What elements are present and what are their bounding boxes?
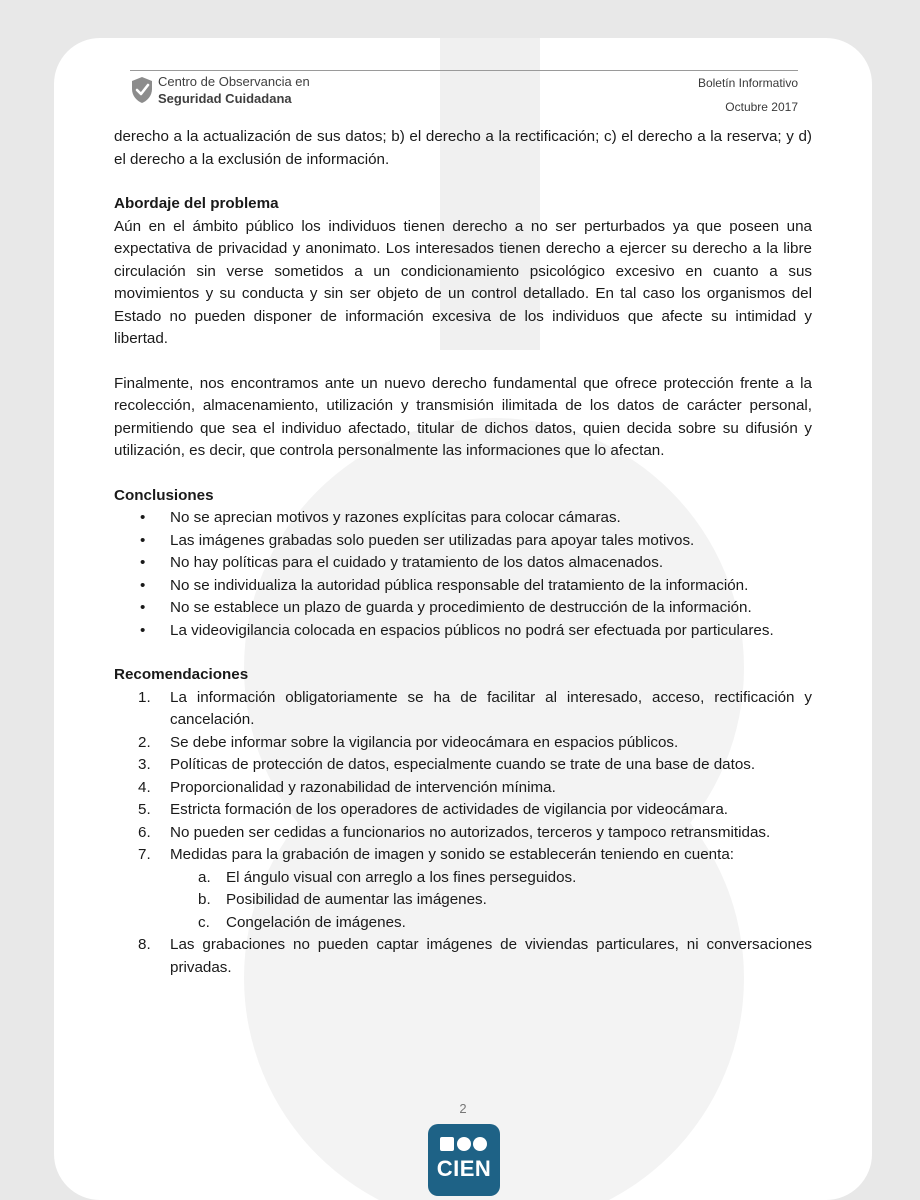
sub-list-item [170, 867, 812, 890]
item-number: 7. [138, 846, 151, 863]
list-item-text: La videovigilancia colocada en espacios públicos no podrá ser efectuada por particulares. [170, 621, 774, 639]
list-item [114, 687, 812, 732]
sub-list-item [170, 912, 812, 935]
org-name-line2: Seguridad Cuidadana [158, 91, 292, 106]
list-item-text: La información obligatoriamente se ha de facilitar al interesado, acceso, rectificación y cancelación. [170, 688, 812, 728]
list-item [114, 552, 812, 575]
sub-list-item-text: Posibilidad de aumentar las imágenes. [226, 891, 487, 908]
bulletin-title: Boletín Informativo [697, 76, 798, 90]
list-item [114, 507, 812, 530]
bullet-glyph: • [140, 531, 146, 549]
item-number: 8. [138, 936, 151, 953]
recommendations-list [114, 687, 812, 980]
problem-paragraph-2: Finalmente, nos encontramos ante un nuevo derecho fundamental que ofrece protección frente a la recolección, almacenamiento, utilización y transmisión ilimitada de los datos de carácter personal, permitiendo que sea el individuo afectado, titular de dichos datos, quien decida sobre su difusión y utilización, es decir, que controla personalmente las informaciones que lo afectan. [114, 374, 812, 459]
sub-list-item-text: Congelación de imágenes. [226, 913, 406, 931]
bullet-glyph: • [140, 621, 146, 639]
list-item [114, 844, 812, 934]
list-item [114, 732, 812, 755]
list-item [114, 799, 812, 822]
cien-logo [428, 1124, 500, 1196]
bullet-glyph: • [140, 599, 146, 616]
list-item-text: Medidas para la grabación de imagen y sonido se establecerán teniendo en cuenta: [170, 846, 735, 863]
bullet-glyph: • [140, 576, 146, 594]
page-number: 2 [459, 1101, 467, 1116]
sub-item-letter: a. [198, 868, 211, 886]
list-item [114, 754, 812, 777]
item-number: 3. [138, 756, 151, 773]
item-number: 6. [138, 823, 151, 841]
list-item [114, 777, 812, 800]
sub-list-item-text: El ángulo visual con arreglo a los fines perseguidos. [226, 868, 577, 886]
conclusions-list [114, 507, 812, 642]
list-item [114, 575, 812, 598]
list-item [114, 597, 812, 620]
bullet-glyph: • [140, 509, 146, 526]
bullet-glyph: • [140, 554, 146, 571]
org-name-line1: Centro de Observancia en [158, 74, 310, 89]
item-number: 2. [138, 733, 151, 751]
header-rule [130, 70, 798, 71]
list-item [114, 822, 812, 845]
heading-recommendations: Recomendaciones [114, 666, 249, 683]
page-header [54, 38, 872, 118]
list-item [114, 934, 812, 979]
list-item-text: Políticas de protección de datos, especialmente cuando se trate de una base de datos. [170, 756, 756, 773]
logo-wordmark: CIEN [436, 1156, 492, 1181]
item-number: 1. [138, 688, 151, 706]
shield-check-icon [130, 76, 154, 104]
sub-item-letter: c. [198, 913, 210, 931]
sub-list-item [170, 889, 812, 912]
list-item-text: No se aprecian motivos y razones explícitas para colocar cámaras. [170, 509, 621, 526]
problem-paragraph-1: Aún en el ámbito público los individuos tienen derecho a no ser perturbados ya que poseen una expectativa de privacidad y anonimato. Los interesados tienen derecho a ejercer su derecho a la libre circulación sin verse sometidos a un condicionamiento psicológico excesivo en cuanto a sus movimientos y su conducta y sin ser objeto de un control detallado. En tal caso los organismos del Estado no pueden disponer de información excesiva de los individuos que afecte su intimidad y libertad. [114, 217, 812, 347]
document-page [54, 38, 872, 1200]
item-number: 4. [138, 778, 151, 796]
list-item-text: Las grabaciones no pueden captar imágenes de viviendas particulares, ni conversaciones privadas. [170, 936, 812, 976]
logo-blocks-icon [440, 1136, 488, 1152]
list-item-text: No pueden ser cedidas a funcionarios no autorizados, terceros y tampoco retransmitidas. [170, 823, 771, 841]
list-item-text: No se establece un plazo de guarda y procedimiento de destrucción de la información. [170, 599, 752, 616]
document-body [114, 126, 812, 979]
sub-list [170, 867, 812, 935]
list-item [114, 530, 812, 553]
list-item-text: No hay políticas para el cuidado y tratamiento de los datos almacenados. [170, 554, 664, 571]
list-item-text: Estricta formación de los operadores de actividades de vigilancia por videocámara. [170, 801, 729, 818]
intro-paragraph: derecho a la actualización de sus datos; b) el derecho a la rectificación; c) el derecho a la reserva; y d) el derecho a la exclusión de información. [114, 128, 812, 168]
list-item [114, 620, 812, 643]
heading-conclusions: Conclusiones [114, 486, 214, 504]
list-item-text: Proporcionalidad y razonabilidad de intervención mínima. [170, 778, 556, 796]
sub-item-letter: b. [198, 891, 211, 908]
list-item-text: No se individualiza la autoridad pública responsable del tratamiento de la información. [170, 576, 749, 594]
item-number: 5. [138, 801, 151, 818]
list-item-text: Se debe informar sobre la vigilancia por videocámara en espacios públicos. [170, 733, 679, 751]
list-item-text: Las imágenes grabadas solo pueden ser utilizadas para apoyar tales motivos. [170, 531, 695, 549]
bulletin-date: Octubre 2017 [725, 100, 798, 114]
heading-problem: Abordaje del problema [114, 195, 279, 212]
